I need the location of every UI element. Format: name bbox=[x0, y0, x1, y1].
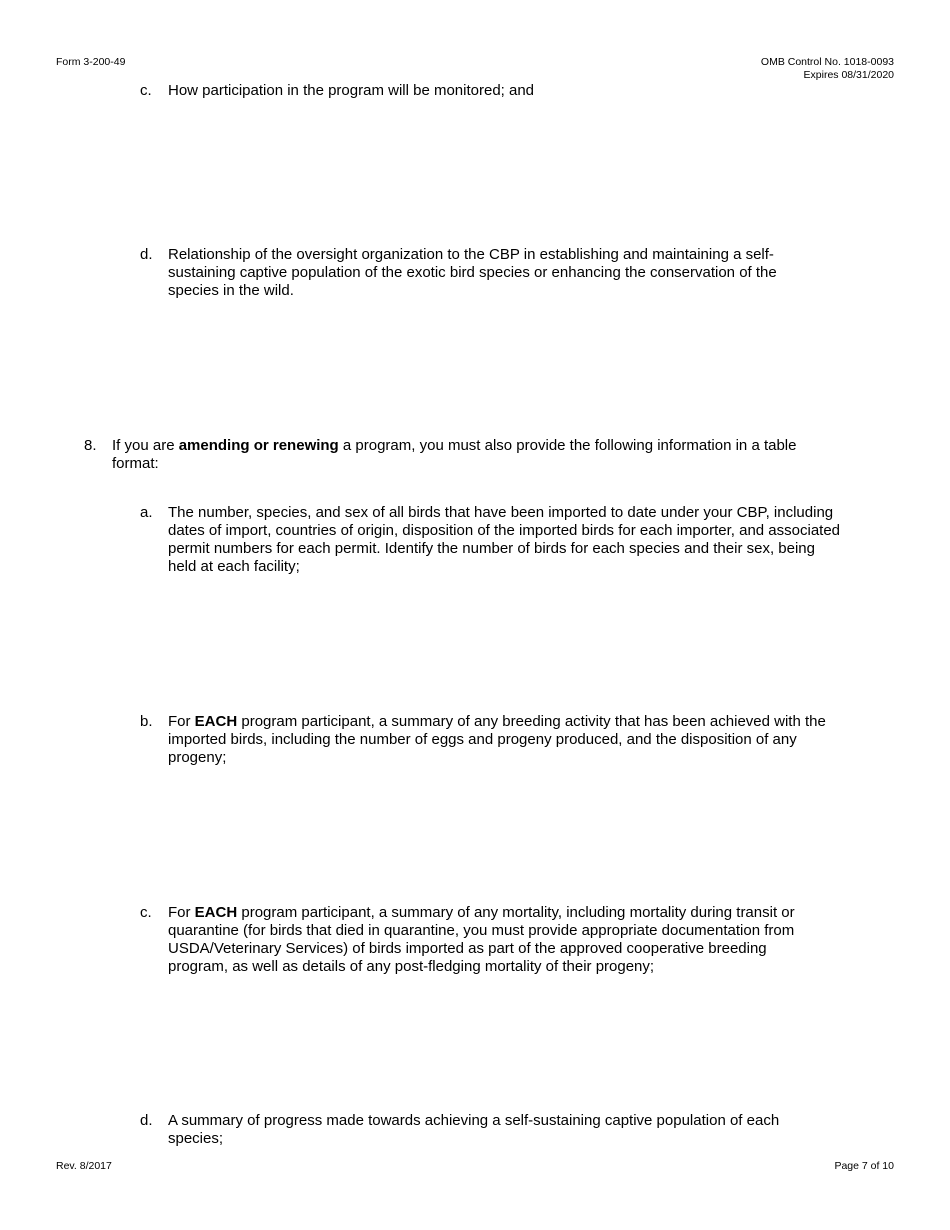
section8-item-b bbox=[140, 713, 852, 767]
form-number: Form 3-200-49 bbox=[56, 56, 126, 68]
section7-item-d bbox=[140, 246, 808, 300]
item-marker: c. bbox=[140, 904, 152, 921]
item-text: Relationship of the oversight organization to the CBP in establishing and maintaining a self-sustaining captive population of the exotic bird species or enhancing the conservation of the species in the wild. bbox=[168, 246, 777, 299]
item-text: A summary of progress made towards achieving a self-sustaining captive population of each species; bbox=[168, 1112, 780, 1147]
item-text: The number, species, and sex of all birds that have been imported to date under your CBP, including dates of import, countries of origin, disposition of the imported birds for each importer, and associated permit numbers for each permit. Identify the number of birds for each species and their sex, being held at each facility; bbox=[168, 504, 841, 575]
text-part: For bbox=[168, 904, 195, 921]
item-marker: a. bbox=[140, 504, 153, 521]
text-part: program participant, a summary of any mortality, including mortality during transit or quarantine (for birds that died in quarantine, you must provide appropriate documentation from USDA/Veterinary Services) of birds imported as part of the approved cooperative breeding program, as well as details of any post-fledging mortality of their progeny; bbox=[168, 904, 795, 975]
emphasis-text: EACH bbox=[194, 713, 238, 730]
omb-control-number: OMB Control No. 1018-0093 bbox=[760, 56, 894, 68]
section8-question bbox=[84, 437, 822, 473]
item-marker: d. bbox=[140, 246, 153, 263]
item-marker: 8. bbox=[84, 437, 97, 454]
section8-item-a bbox=[140, 504, 846, 576]
emphasis-text: amending or renewing bbox=[178, 437, 339, 454]
item-marker: d. bbox=[140, 1112, 153, 1129]
item-text: How participation in the program will be monitored; and bbox=[168, 82, 535, 99]
section8-item-d bbox=[140, 1112, 815, 1148]
item-marker: b. bbox=[140, 713, 153, 730]
text-part: a program, you must also provide the following information in a table format: bbox=[112, 437, 797, 472]
text-part: For bbox=[168, 713, 195, 730]
item-marker: c. bbox=[140, 82, 152, 99]
item-text bbox=[168, 713, 852, 767]
section8-item-c bbox=[140, 904, 830, 976]
expiration-date: Expires 08/31/2020 bbox=[803, 69, 894, 81]
omb-control-block bbox=[761, 56, 894, 82]
text-part: If you are bbox=[112, 437, 179, 454]
emphasis-text: EACH bbox=[194, 904, 238, 921]
item-text bbox=[168, 904, 830, 976]
page-number: Page 7 of 10 bbox=[834, 1160, 894, 1172]
revision-date: Rev. 8/2017 bbox=[56, 1160, 112, 1172]
text-part: program participant, a summary of any breeding activity that has been achieved with the imported birds, including the number of eggs and progeny produced, and the disposition of any progeny; bbox=[168, 713, 826, 766]
section7-item-c bbox=[140, 82, 840, 100]
item-text bbox=[112, 437, 822, 473]
